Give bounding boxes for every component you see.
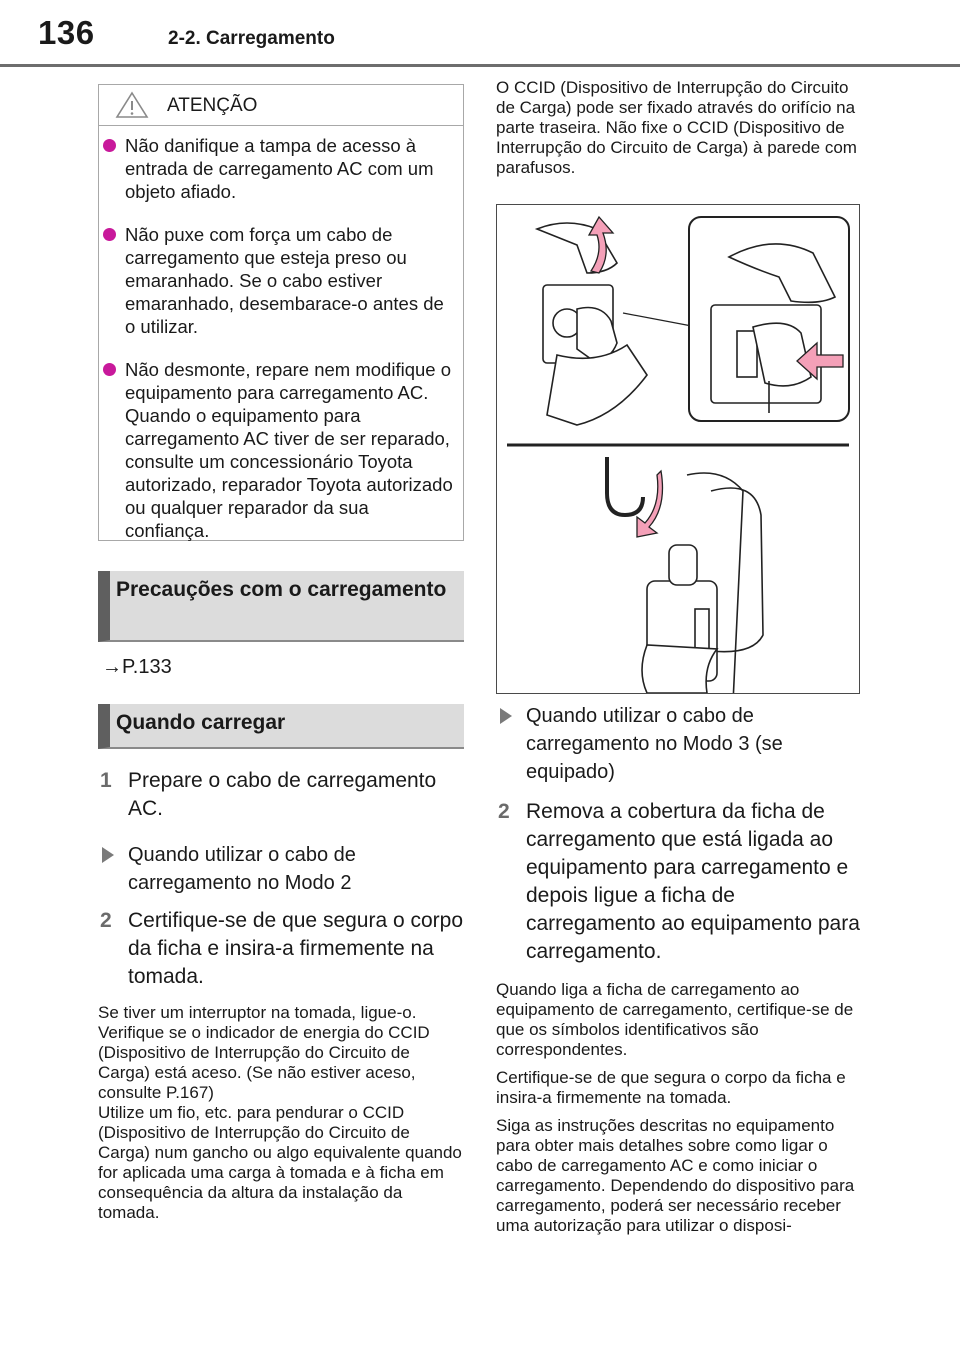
paragraph: Certifique-se de que segura o corpo da ficha e insira-a firmemente na tomada. [496,1068,846,1107]
page-reference: →P.133 [102,656,172,678]
right-column [496,78,862,1236]
paragraph: Se tiver um interruptor na tomada, ligue-o. Verifique se o indicador de energia do CCID (Dispositivo de Interrupção do Circuito de Carga) está aceso. (Se não estiver aceso, consulte P.167) [98,1003,430,1102]
warning-title: ATENÇÃO [167,95,258,116]
paragraph: Siga as instruções descritas no equipamento para obter mais detalhes sobre como ligar o cabo de carregamento AC e como iniciar o carregamento. Dependendo do dispositivo para carregamento, poderá ser necessário receber uma autorização para utilizar o disposi- [496,1116,855,1235]
sub-heading-mode-2: Quando utilizar o cabo de carregamento no Modo 2 [98,841,464,897]
warning-item: Não puxe com força um cabo de carregamento que esteja preso ou emaranhado. Se o cabo estiver emaranhado, desembarace-o antes de o utilizar. [103,223,457,338]
step-number: 1 [100,769,112,792]
bullet-dot-icon [103,139,116,152]
heading-when-charging: Quando carregar [98,704,464,749]
ccid-hook-illustration [607,457,763,693]
bullet-dot-icon [103,228,116,241]
paragraph: Quando liga a ficha de carregamento ao equipamento de carregamento, certifique-se de que os símbolos identificativos são correspondentes. [496,980,854,1059]
paragraph: Utilize um fio, etc. para pendurar o CCID (Dispositivo de Interrupção do Circuito de Carga) num gancho ou algo equivalente quando for aplicada uma carga à tomada e à ficha em consequência da altura da instalação da tomada. [98,1103,462,1222]
warning-header [99,85,463,126]
triangle-bullet-icon [102,847,114,863]
sub-heading-mode-3: Quando utilizar o cabo de carregamento no Modo 3 (se equipado) [496,702,862,786]
warning-item: Não desmonte, repare nem modifique o equipamento para carregamento AC. Quando o equipamento para carregamento AC tiver de ser reparado, consulte um concessionário Toyota autorizado, reparador Toyota autorizado ou qualquer reparador da sua confiança. [103,358,457,542]
section-title: 2-2. Carregamento [168,28,335,49]
figure-illustration [497,205,859,693]
step-2-mode-3: 2 Remova a cobertura da ficha de carregamento que está ligada ao equipamento para carregamento e depois ligue a ficha de carregamento ao equipamento para carregamento. [498,800,860,963]
left-column [98,84,464,1223]
bullet-dot-icon [103,363,116,376]
header-rule [0,64,960,67]
step-1: 1 Prepare o cabo de carregamento AC. [100,769,437,820]
page-header [0,0,960,66]
page-number: 136 [38,14,95,51]
warning-triangle-icon [115,91,149,119]
step-number: 2 [498,800,510,823]
step-number: 2 [100,909,112,932]
callout-line [623,313,697,327]
warning-box [98,84,464,541]
charging-inlet-illustration [537,223,647,425]
triangle-bullet-icon [500,708,512,724]
figure-ccid-and-plug [496,204,860,694]
heading-precautions: Precauções com o carregamento [98,571,464,642]
step-2-mode-2: 2 Certifique-se de que segura o corpo da ficha e insira-a firmemente na tomada. [100,909,464,988]
warning-item: Não danifique a tampa de acesso à entrada de carregamento AC com um objeto afiado. [103,134,457,203]
paragraph: O CCID (Dispositivo de Interrupção do Circuito de Carga) pode ser fixado através do orifício na parte traseira. Não fixe o CCID (Dispositivo de Interrupção do Circuito de Carga) à parede com parafusos. [496,78,857,177]
